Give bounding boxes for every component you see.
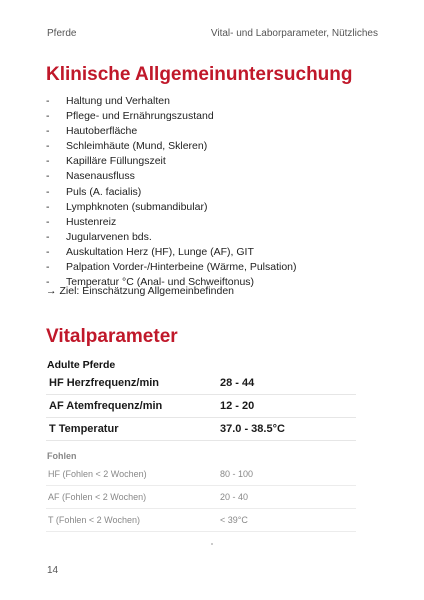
list-bullet: - <box>46 155 50 168</box>
list-item-text: Hautoberfläche <box>66 125 138 138</box>
list-bullet: - <box>46 261 50 274</box>
list-bullet: - <box>46 230 50 243</box>
goal-statement <box>46 285 234 297</box>
parameter-value: 12 - 20 <box>220 400 255 412</box>
list-item-text: Auskultation Herz (HF), Lunge (AF), GIT <box>66 245 254 258</box>
parameter-name: AF (Fohlen < 2 Wochen) <box>48 492 147 502</box>
list-item <box>46 169 386 184</box>
parameter-name: HF (Fohlen < 2 Wochen) <box>48 469 147 479</box>
parameter-name: AF Atemfrequenz/min <box>49 400 163 412</box>
parameter-value: 28 - 44 <box>220 377 255 389</box>
section-title-vital-parameters: Vitalparameter <box>46 326 178 347</box>
list-item-text: Haltung und Verhalten <box>66 95 170 107</box>
list-item-text: Nasenausfluss <box>66 170 135 183</box>
table-row <box>46 395 356 418</box>
list-item-text: Hustenreiz <box>66 215 117 228</box>
list-item <box>46 94 386 109</box>
paper-speck <box>211 543 213 545</box>
list-item <box>46 230 386 245</box>
table-row <box>46 463 356 486</box>
parameter-name: T (Fohlen < 2 Wochen) <box>48 515 140 525</box>
running-header-left: Pferde <box>47 28 77 39</box>
list-bullet: - <box>46 215 50 228</box>
list-item <box>46 124 386 139</box>
list-bullet: - <box>46 125 50 138</box>
section-title-general-exam: Klinische Allgemeinuntersuchung <box>46 64 353 85</box>
adult-horses-label: Adulte Pferde <box>47 359 116 371</box>
list-bullet: - <box>46 200 50 213</box>
adult-vitals-table <box>46 372 356 441</box>
list-item <box>46 245 386 260</box>
foal-vitals-table <box>46 463 356 532</box>
list-bullet: - <box>46 140 50 153</box>
exam-checklist <box>46 94 386 290</box>
list-item <box>46 185 386 200</box>
list-item-text: Schleimhäute (Mund, Skleren) <box>66 140 208 153</box>
list-bullet: - <box>46 95 50 107</box>
list-item-text: Palpation Vorder-/Hinterbeine (Wärme, Pulsation) <box>66 261 297 274</box>
goal-text: Ziel: Einschätzung Allgemeinbefinden <box>59 285 235 297</box>
list-item-text: Puls (A. facialis) <box>66 185 142 198</box>
list-item-text: Jugularvenen bds. <box>66 230 152 243</box>
list-item <box>46 215 386 230</box>
list-item-text: Kapilläre Füllungszeit <box>66 155 166 168</box>
table-row <box>46 418 356 441</box>
running-header-right: Vital- und Laborparameter, Nützliches <box>210 28 378 39</box>
parameter-name: T Temperatur <box>49 423 119 435</box>
right-arrow-icon: → <box>46 285 57 297</box>
list-item <box>46 154 386 169</box>
list-bullet: - <box>46 245 50 258</box>
parameter-value: 37.0 - 38.5°C <box>220 423 285 435</box>
table-row <box>46 509 356 532</box>
parameter-value: 80 - 100 <box>220 469 254 479</box>
parameter-value: < 39°C <box>220 515 248 525</box>
page-number: 14 <box>47 565 59 576</box>
parameter-value: 20 - 40 <box>220 492 249 502</box>
list-item <box>46 109 386 124</box>
list-item <box>46 260 386 275</box>
list-bullet: - <box>46 170 50 183</box>
parameter-name: HF Herzfrequenz/min <box>49 377 160 389</box>
table-row <box>46 486 356 509</box>
foals-label: Fohlen <box>47 451 77 461</box>
list-bullet: - <box>46 276 50 289</box>
list-item <box>46 139 386 154</box>
list-bullet: - <box>46 110 50 123</box>
list-bullet: - <box>46 185 50 198</box>
list-item-text: Temperatur °C (Anal- und Schweiftonus) <box>66 276 255 289</box>
list-item-text: Lymphknoten (submandibular) <box>66 200 208 213</box>
list-item <box>46 200 386 215</box>
table-row <box>46 372 356 395</box>
list-item-text: Pflege- und Ernährungszustand <box>66 110 214 123</box>
